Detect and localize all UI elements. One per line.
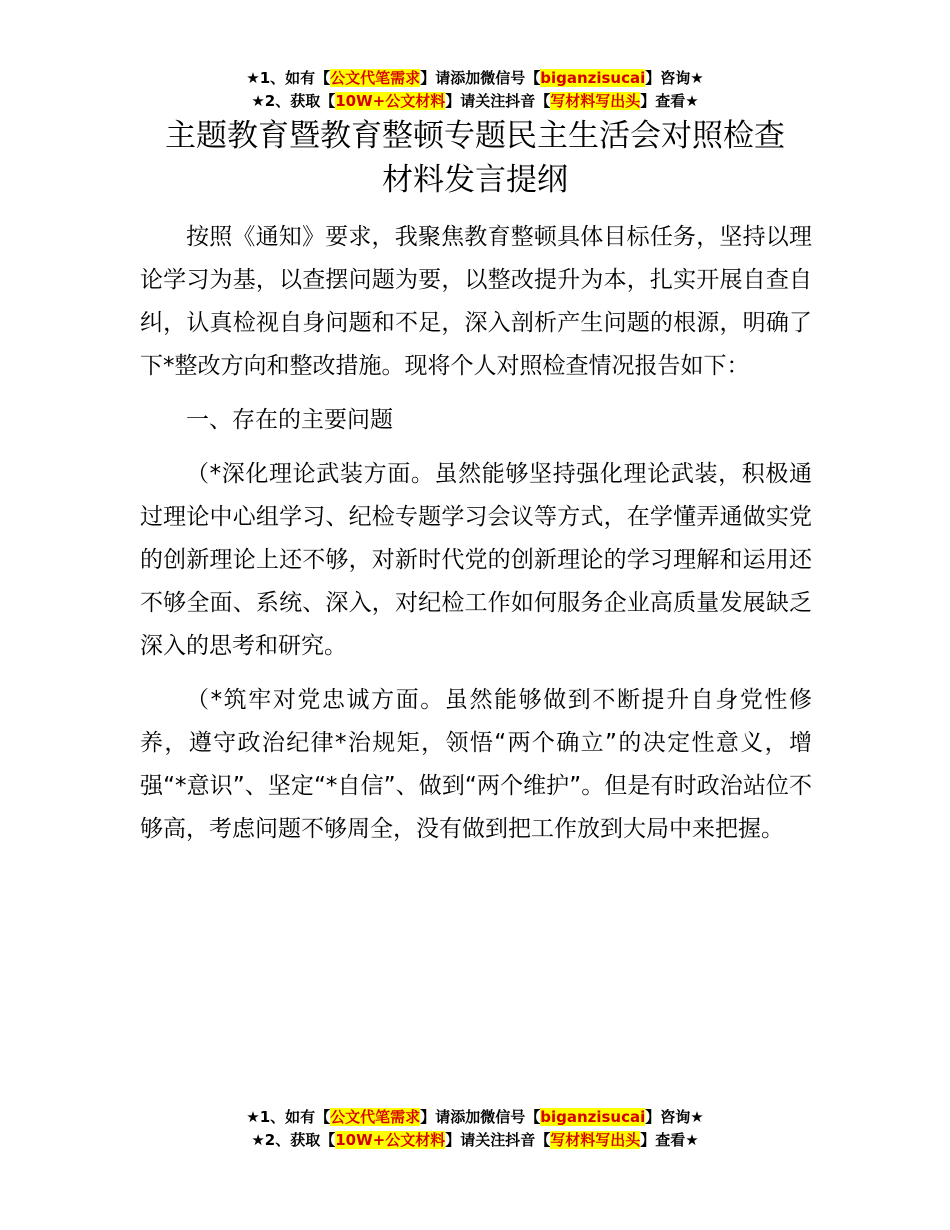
footer-promo-banner	[0, 1106, 950, 1152]
promo-line-2-highlight-douyin: 写材料写出头	[550, 92, 641, 110]
promo-line-1-suffix: 】咨询★	[645, 69, 704, 87]
header-promo-banner	[0, 67, 950, 113]
promo-line-2	[0, 90, 950, 113]
promo-line-1-prefix: ★1、如有【	[246, 69, 331, 87]
footer-promo-line-1-highlight-service: 公文代笔需求	[330, 1108, 421, 1126]
promo-line-1	[0, 67, 950, 90]
footer-promo-line-2-highlight-douyin: 写材料写出头	[550, 1131, 641, 1149]
section-heading-main-problems: 一、存在的主要问题	[186, 407, 393, 433]
footer-promo-line-1-suffix: 】咨询★	[645, 1108, 704, 1126]
footer-promo-line-2-prefix: ★2、获取【	[251, 1131, 336, 1149]
intro-paragraph: 按照《通知》要求，我聚焦教育整顿具体目标任务，坚持以理论学习为基，以查摆问题为要，以整改提升为本，扎实开展自查自纠，认真检视自身问题和不足，深入剖析产生问题的根源，明确了下*整改方向和整改措施。现将个人对照检查情况报告如下：	[140, 224, 812, 379]
document-title	[130, 114, 820, 202]
promo-line-2-highlight-materials: 10W+公文材料	[335, 92, 446, 110]
promo-line-1-middle: 】请添加微信号【	[420, 69, 541, 87]
footer-promo-line-1-highlight-wechat: biganzisucai	[540, 1108, 646, 1126]
footer-promo-line-1	[0, 1106, 950, 1129]
paragraph-theory-arming: （*深化理论武装方面。虽然能够坚持强化理论武装，积极通过理论中心组学习、纪检专题学习会议等方式，在学懂弄通做实党的创新理论上还不够，对新时代党的创新理论的学习理解和运用还不够全面、系统、深入，对纪检工作如何服务企业高质量发展缺乏深入的思考和研究。	[140, 461, 812, 659]
promo-line-2-suffix: 】查看★	[640, 92, 699, 110]
footer-promo-line-1-middle: 】请添加微信号【	[420, 1108, 541, 1126]
promo-line-1-highlight-wechat: biganzisucai	[540, 69, 646, 87]
footer-promo-line-2-suffix: 】查看★	[640, 1131, 699, 1149]
document-title-line-1: 主题教育暨教育整顿专题民主生活会对照检查	[165, 118, 785, 154]
footer-promo-line-2-middle: 】请关注抖音【	[445, 1131, 551, 1149]
footer-promo-line-1-prefix: ★1、如有【	[246, 1108, 331, 1126]
promo-line-2-middle: 】请关注抖音【	[445, 92, 551, 110]
document-title-line-2: 材料发言提纲	[382, 162, 568, 198]
document-body	[140, 216, 812, 862]
footer-promo-line-2-highlight-materials: 10W+公文材料	[335, 1131, 446, 1149]
promo-line-2-prefix: ★2、获取【	[251, 92, 336, 110]
footer-promo-line-2	[0, 1129, 950, 1152]
promo-line-1-highlight-service: 公文代笔需求	[330, 69, 421, 87]
paragraph-party-loyalty: （*筑牢对党忠诚方面。虽然能够做到不断提升自身党性修养，遵守政治纪律*治规矩，领悟“两个确立”的决定性意义，增强“*意识”、坚定“*自信”、做到“两个维护”。但是有时政治站位不够高，考虑问题不够周全，没有做到把工作放到大局中来把握。	[140, 687, 812, 842]
